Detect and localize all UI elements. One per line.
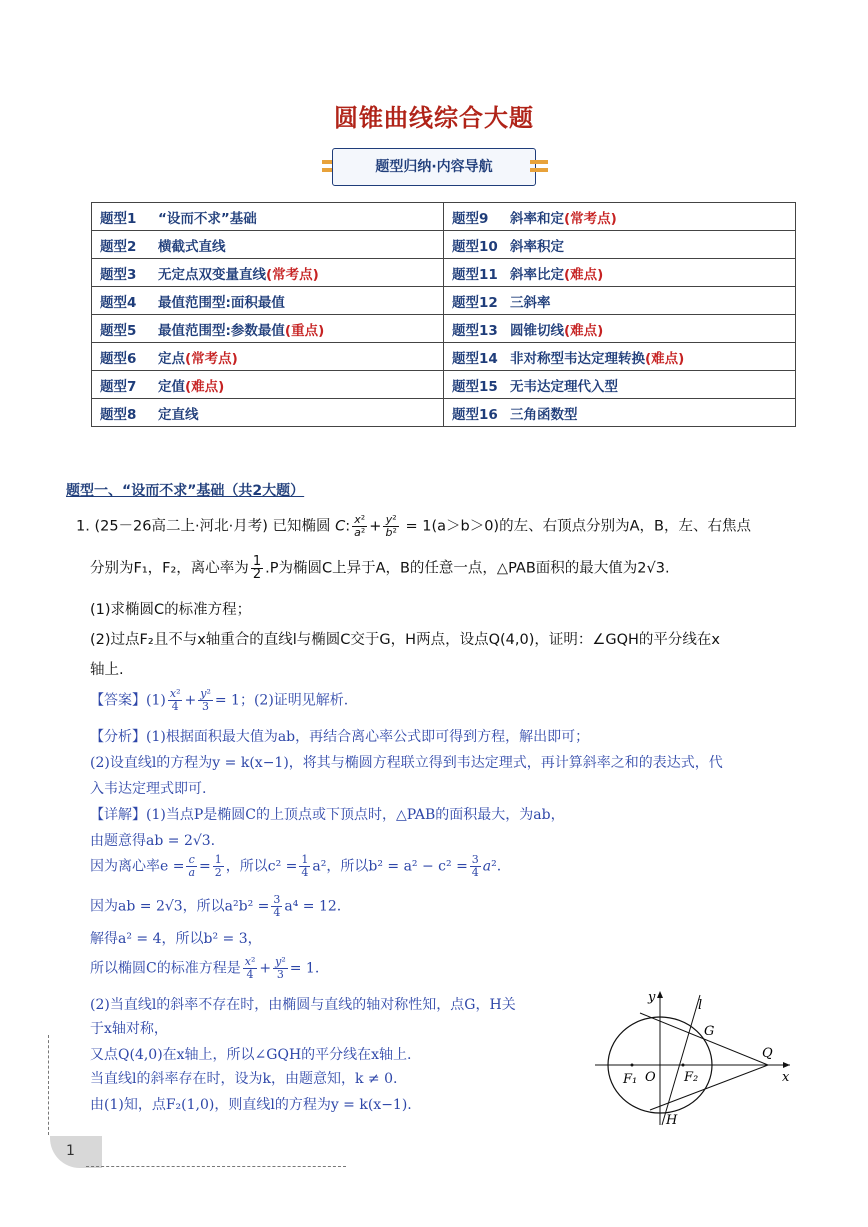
page-border-horizontal: [86, 1166, 346, 1167]
question-line-1: 1. (25－26高二上·河北·月考) 已知椭圆 C: $\frac{\text{x²}}{\text{a²}}$ + $\frac{\text{y²}}{\text{b²}}$ = 1(a＞b＞0)的左、右顶点分别为A，B，左、右焦点: [76, 513, 751, 539]
answer-tag: 【答案】: [90, 692, 146, 709]
toc-label: 题型2: [100, 238, 137, 255]
toc-cell[interactable]: [444, 259, 796, 287]
toc-tag: (难点): [564, 322, 604, 339]
detail-line-6: 所以椭圆C的标准方程是 $\frac{\text{x²}}{4}$ + $\frac{\text{y²}}{3}$ = 1.: [90, 955, 320, 981]
toc-cell[interactable]: [444, 399, 796, 427]
point-F1: [631, 1064, 634, 1067]
toc-row: [92, 371, 796, 399]
toc-label: 题型13: [452, 322, 498, 339]
fraction: $\frac{\text{y²}}{\text{b²}}$: [385, 513, 397, 539]
answer-line: 【答案】(1) $\frac{\text{x²}}{4}$ + $\frac{\text{y²}}{3}$ = 1；(2)证明见解析.: [90, 687, 349, 713]
question-line-2: [90, 556, 670, 581]
toc-row: [92, 315, 796, 343]
detail-text-3c: a²，所以b² = a² − c² =: [312, 858, 468, 875]
line-l: [662, 995, 703, 1125]
toc-name: 非对称型韦达定理转换: [510, 350, 645, 367]
point-F2: [682, 1064, 685, 1067]
detail-line-8: 于x轴对称，: [90, 1021, 168, 1037]
detail-line-11: 由(1)知，点F₂(1,0)，则直线l的方程为y = k(x−1).: [90, 1097, 412, 1113]
fraction: $\frac{c}{a}$: [188, 853, 196, 879]
toc-label: 题型16: [452, 406, 498, 423]
question-stem-c: .P为椭圆C上异于A，B的任意一点，△PAB面积的最大值为2√3.: [265, 560, 670, 577]
fraction: $\frac{\text{y²}}{3}$: [200, 687, 211, 713]
fraction: $\frac{3}{4}$: [471, 853, 479, 879]
toc-row: [92, 231, 796, 259]
toc-label: 题型15: [452, 378, 498, 395]
detail-line-1: [90, 804, 565, 824]
toc-name: 无定点双变量直线: [158, 266, 266, 283]
fraction: $\frac{3}{4}$: [273, 893, 281, 919]
label-F1: F₁: [623, 1072, 638, 1087]
toc-label: 题型1: [100, 210, 137, 227]
toc-name: 定点: [158, 350, 185, 367]
nav-banner: [322, 148, 548, 186]
toc-tag: (难点): [645, 350, 685, 367]
question-part-2a: (2)过点F₂且不与x轴重合的直线l与椭圆C交于G，H两点，设点Q(4,0)，证明：∠GQH的平分线在x: [90, 632, 720, 648]
analysis-line-1: [90, 726, 589, 746]
detail-line-2: 由题意得ab = 2√3.: [90, 833, 216, 849]
toc-tag: (难点): [185, 378, 225, 395]
toc-row: [92, 203, 796, 231]
detail-line-5: 解得a² = 4，所以b² = 3，: [90, 931, 262, 947]
fraction: $\frac{\text{x²}}{4}$: [169, 687, 181, 713]
toc-name: 三角函数型: [510, 406, 578, 423]
toc-cell[interactable]: [92, 287, 444, 315]
toc-cell[interactable]: [444, 343, 796, 371]
toc-label: 题型10: [452, 238, 498, 255]
detail-text-4b: a⁴ = 12.: [284, 898, 342, 915]
toc-name: 横截式直线: [158, 238, 226, 255]
detail-text-1: (1)当点P是椭圆C的上顶点或下顶点时，△PAB的面积最大，为ab，: [146, 807, 565, 823]
toc-row: [92, 287, 796, 315]
deco-bar: [530, 160, 548, 164]
toc-row: [92, 343, 796, 371]
toc-name: 斜率积定: [510, 238, 564, 255]
detail-line-3: 因为离心率e = $\frac{c}{a}$ = $\frac{1}{2}$ ，所以c² = $\frac{1}{4}$ a²，所以b² = a² − c² = $\frac{3}{4}$ a².: [90, 853, 502, 879]
nav-banner-label: 题型归纳·内容导航: [332, 148, 536, 186]
toc-cell[interactable]: [92, 343, 444, 371]
toc-label: 题型6: [100, 350, 137, 367]
deco-bar: [530, 168, 548, 172]
label-l: l: [698, 998, 703, 1013]
toc-name: 定值: [158, 378, 185, 395]
toc-label: 题型7: [100, 378, 137, 395]
detail-line-10: 当直线l的斜率存在时，设为k，由题意知，k ≠ 0.: [90, 1071, 398, 1087]
toc-cell[interactable]: [444, 371, 796, 399]
x-axis-arrow: [783, 1062, 790, 1068]
question-stem-b: 分别为F₁，F₂，离心率为: [90, 560, 249, 577]
detail-text-3b: ，所以c² =: [225, 858, 298, 875]
detail-line-4: [90, 894, 341, 919]
ellipse-figure: [590, 985, 800, 1130]
toc-name: 三斜率: [510, 294, 551, 311]
detail-line-7: (2)当直线l的斜率不存在时，由椭圆与直线的轴对称性知，点G，H关: [90, 997, 516, 1013]
y-axis-arrow: [657, 991, 663, 998]
analysis-tag: 【分析】: [90, 729, 146, 745]
label-x: x: [782, 1070, 790, 1085]
analysis-line-2: (2)设直线l的方程为y = k(x−1)，将其与椭圆方程联立得到韦达定理式，再计算斜率之和的表达式，代: [90, 755, 723, 771]
analysis-text-1: (1)根据面积最大值为ab，再结合离心率公式即可得到方程，解出即可；: [146, 729, 590, 745]
toc-name: 无韦达定理代入型: [510, 378, 618, 395]
toc-row: [92, 399, 796, 427]
toc-label: 题型8: [100, 406, 137, 423]
detail-line-9: 又点Q(4,0)在x轴上，所以∠GQH的平分线在x轴上.: [90, 1047, 412, 1063]
page-title: 圆锥曲线综合大题: [334, 104, 534, 132]
detail-text-3a: 因为离心率e =: [90, 858, 185, 875]
detail-text-6b: = 1.: [289, 960, 320, 977]
label-G: G: [704, 1024, 715, 1039]
detail-text-4a: 因为ab = 2√3，所以a²b² =: [90, 898, 270, 915]
toc-name: “设而不求”基础: [158, 210, 257, 227]
toc-cell[interactable]: [444, 315, 796, 343]
toc-tag: (重点): [284, 322, 325, 339]
fraction: $\frac{1}{4}$: [301, 853, 309, 879]
question-source: (25－26高二上·河北·月考): [94, 518, 268, 535]
toc-table: [91, 202, 796, 427]
toc-cell[interactable]: [92, 259, 444, 287]
fraction: $\frac{\text{y²}}{3}$: [275, 955, 286, 981]
toc-cell[interactable]: [92, 371, 444, 399]
page-number: 1: [50, 1136, 102, 1168]
toc-tag: (常考点): [266, 266, 319, 283]
toc-label: 题型11: [452, 266, 498, 283]
toc-label: 题型5: [100, 322, 137, 339]
toc-label: 题型14: [452, 350, 498, 367]
line-QG: [640, 1013, 768, 1065]
toc-name: 最值范围型:参数最值: [158, 322, 285, 339]
toc-name: 最值范围型:面积最值: [158, 294, 285, 311]
toc-cell[interactable]: [444, 231, 796, 259]
question-part-2b: 轴上.: [90, 662, 124, 678]
toc-row: [92, 259, 796, 287]
toc-tag: (常考点): [564, 210, 617, 227]
page-border-vertical: [48, 1035, 49, 1135]
label-F2: F₂: [684, 1070, 699, 1085]
toc-name: 圆锥切线: [510, 322, 564, 339]
toc-cell[interactable]: [444, 203, 796, 231]
section-title: 题型一、“设而不求”基础（共2大题）: [66, 483, 305, 499]
fraction: $\frac{\text{x²}}{4}$: [244, 955, 256, 981]
toc-name: 定直线: [158, 406, 199, 423]
toc-cell[interactable]: [92, 399, 444, 427]
detail-tag: 【详解】: [90, 807, 146, 823]
toc-tag: (难点): [564, 266, 604, 283]
answer-text: = 1；(2)证明见解析.: [214, 692, 349, 709]
label-Q: Q: [762, 1046, 773, 1061]
label-H: H: [666, 1113, 678, 1128]
fraction: $\frac{1}{2}$: [252, 554, 262, 582]
question-stem-a: 已知椭圆: [272, 518, 331, 535]
toc-tag: (常考点): [185, 350, 238, 367]
toc-cell[interactable]: [444, 287, 796, 315]
analysis-line-3: 入韦达定理式即可.: [90, 781, 207, 797]
question-number: 1.: [76, 518, 90, 535]
toc-cell[interactable]: [92, 203, 444, 231]
label-y: y: [648, 990, 656, 1005]
detail-text-6a: 所以椭圆C的标准方程是: [90, 960, 241, 977]
toc-cell[interactable]: [92, 315, 444, 343]
toc-name: 斜率和定: [510, 210, 564, 227]
question-part-1: (1)求椭圆C的标准方程；: [90, 602, 252, 618]
line-QH: [650, 1065, 768, 1110]
question-stem-eq: = 1(a＞b＞0)的左、右顶点分别为A，B，左、右焦点: [405, 518, 751, 535]
toc-label: 题型3: [100, 266, 137, 283]
fraction: $\frac{\text{x²}}{\text{a²}}$: [354, 513, 366, 539]
toc-label: 题型9: [452, 210, 489, 227]
toc-name: 斜率比定: [510, 266, 564, 283]
toc-cell[interactable]: [92, 231, 444, 259]
toc-label: 题型4: [100, 294, 137, 311]
toc-label: 题型12: [452, 294, 498, 311]
fraction: $\frac{1}{2}$: [214, 853, 222, 879]
label-O: O: [645, 1070, 656, 1085]
